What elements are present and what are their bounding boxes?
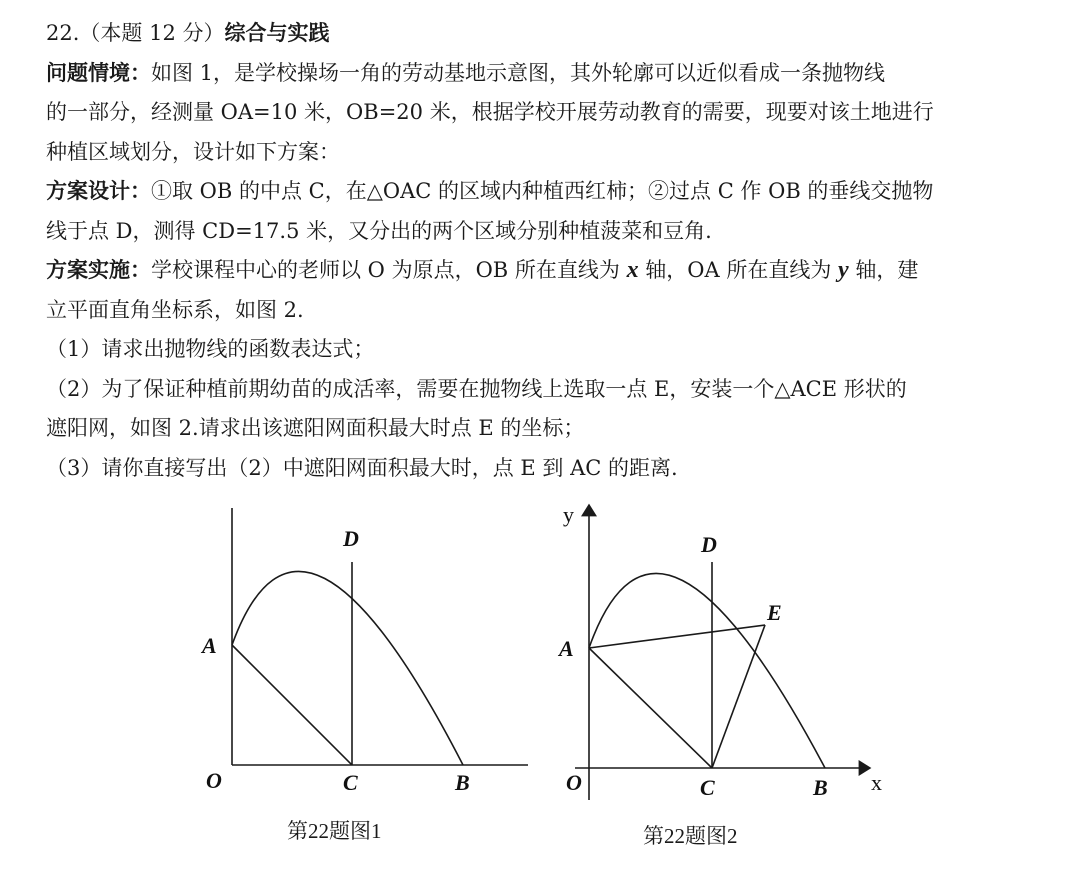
figure-2-caption: 第22题图2 <box>643 824 738 848</box>
question-3: （3）请你直接写出（2）中遮阳网面积最大时，点 E 到 AC 的距离. <box>46 455 678 480</box>
header-score: （本题 12 分） <box>79 21 225 45</box>
implementation-label: 方案实施： <box>46 258 151 282</box>
situation-line-1 <box>46 54 1056 94</box>
fig2-label-b: B <box>813 775 828 800</box>
header-number: 22. <box>46 21 80 45</box>
fig1-label-c: C <box>343 770 358 795</box>
implementation-line-1 <box>46 251 1056 291</box>
question-1: （1）请求出抛物线的函数表达式； <box>46 337 375 361</box>
fig1-label-b: B <box>455 770 470 795</box>
question-2-line-1: （2）为了保证种植前期幼苗的成活率，需要在抛物线上选取一点 E，安装一个△ACE 形状的 <box>46 376 907 401</box>
implementation-text-1a: 学校课程中心的老师以 O 为原点，OB 所在直线为 <box>151 258 620 282</box>
situation-line-2: 的一部分，经测量 OA=10 米，OB=20 米，根据学校开展劳动教育的需要，现要对该土地进行 <box>46 100 934 124</box>
fig2-segment-ce <box>712 625 765 768</box>
fig2-label-x: x <box>871 770 882 795</box>
fig1-label-d: D <box>343 526 359 551</box>
implementation-text-1c: 轴，建 <box>855 258 919 282</box>
design-label: 方案设计： <box>46 179 151 203</box>
fig1-label-a: A <box>202 633 217 658</box>
figure-1-diagram <box>190 500 540 810</box>
design-line-1 <box>46 172 1056 212</box>
design-line-2: 线于点 D，测得 CD=17.5 米，又分出的两个区域分别种植菠菜和豆角. <box>46 218 712 243</box>
fig2-label-y: y <box>563 502 574 527</box>
fig2-segment-ae <box>589 625 765 648</box>
implementation-text-1b: 轴，OA 所在直线为 <box>645 258 832 282</box>
situation-text-1: 如图 1，是学校操场一角的劳动基地示意图，其外轮廓可以近似看成一条抛物线 <box>151 60 886 85</box>
situation-line-3: 种植区域划分，设计如下方案： <box>46 139 340 164</box>
fig1-segment-ac <box>232 645 352 765</box>
situation-label: 问题情境： <box>46 60 151 85</box>
y-variable: y <box>838 257 849 283</box>
x-variable: x <box>626 257 639 283</box>
problem-header <box>46 14 1056 54</box>
fig2-parabola <box>589 573 825 768</box>
question-2-line-2: 遮阳网，如图 2.请求出该遮阳网面积最大时点 E 的坐标； <box>46 416 585 440</box>
figure-1-caption: 第22题图1 <box>287 819 382 843</box>
fig1-label-o: O <box>206 768 222 793</box>
fig2-segment-ac <box>589 648 712 768</box>
figure-2-diagram <box>555 500 915 810</box>
implementation-line-2: 立平面直角坐标系，如图 2. <box>46 297 304 322</box>
header-title: 综合与实践 <box>224 21 330 45</box>
fig2-label-e: E <box>767 600 782 625</box>
fig1-parabola <box>232 571 463 765</box>
fig2-label-a: A <box>559 636 574 661</box>
fig2-label-c: C <box>700 775 715 800</box>
problem-text <box>46 14 1056 488</box>
fig2-label-d: D <box>701 532 717 557</box>
fig2-label-o: O <box>566 770 582 795</box>
design-text-1: ①取 OB 的中点 C，在△OAC 的区域内种植西红柿；②过点 C 作 OB 的垂线交抛物 <box>151 179 934 203</box>
